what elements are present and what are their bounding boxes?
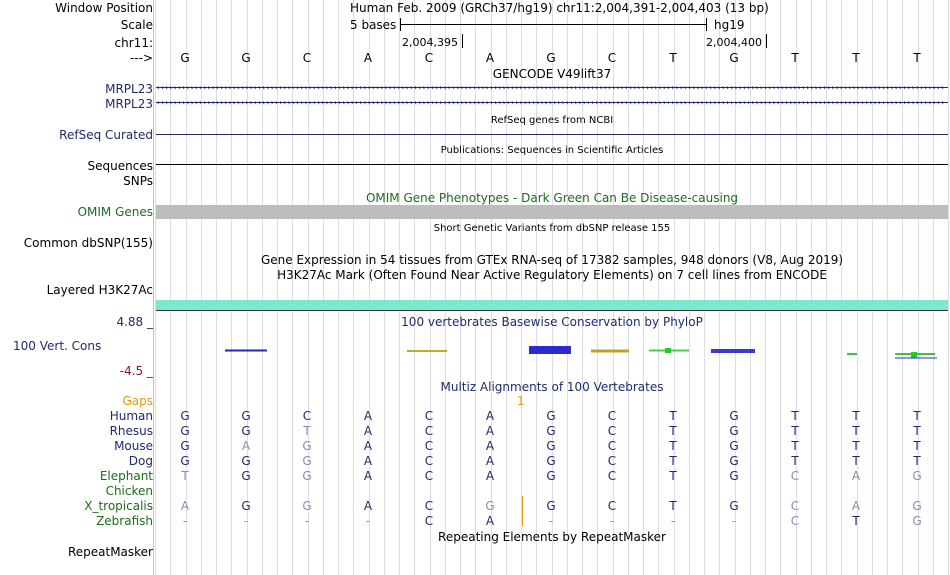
alignment-base: A [363, 439, 373, 453]
multiz-alignment[interactable] [0, 409, 950, 529]
alignment-base: G [546, 454, 556, 468]
reference-base: C [424, 51, 434, 65]
gtex-title[interactable]: Gene Expression in 54 tissues from GTEx RNA-seq of 17382 samples, 948 donors (V8, Aug 2019) [260, 253, 844, 267]
repeat-title[interactable]: Repeating Elements by RepeatMasker [438, 530, 666, 544]
species-label[interactable]: Dog [128, 454, 153, 468]
alignment-base: - [243, 514, 249, 528]
alignment-base: C [424, 424, 434, 438]
alignment-base: T [669, 424, 677, 438]
alignment-base: - [365, 514, 371, 528]
conservation-marks [225, 346, 937, 358]
alignment-base: G [302, 439, 312, 453]
species-label[interactable]: Zebrafish [96, 514, 153, 528]
alignment-base: - [304, 514, 310, 528]
alignment-base: A [363, 469, 373, 483]
alignment-base: T [669, 454, 677, 468]
alignment-base: C [424, 409, 434, 423]
alignment-base: T [791, 454, 799, 468]
window-position-label: Window Position [55, 1, 153, 15]
omim-title[interactable]: OMIM Gene Phenotypes - Dark Green Can Be Disease-causing [365, 191, 739, 205]
publications-title[interactable]: Publications: Sequences in Scientific Articles [440, 145, 664, 156]
alignment-base: G [241, 424, 251, 438]
reference-base: G [241, 51, 251, 65]
position-left-tick [462, 34, 463, 48]
reference-base: A [363, 51, 373, 65]
alignment-base: G [729, 439, 739, 453]
alignment-base: C [424, 454, 434, 468]
alignment-base: - [609, 514, 615, 528]
alignment-base: G [302, 469, 312, 483]
scale-bar-right-tick [706, 18, 707, 31]
repeat-label[interactable]: RepeatMasker [67, 545, 153, 559]
species-label[interactable]: X_tropicalis [84, 499, 153, 513]
alignment-base: G [241, 409, 251, 423]
alignment-base: G [241, 454, 251, 468]
scale-assembly: hg19 [714, 18, 745, 32]
alignment-base: G [180, 409, 190, 423]
omim-bar[interactable] [156, 205, 948, 219]
species-label[interactable]: Chicken [105, 484, 153, 498]
gencode-gene-line-2 [156, 102, 948, 103]
reference-base: T [791, 51, 799, 65]
scale-label: Scale [120, 18, 153, 32]
alignment-base: T [669, 499, 677, 513]
alignment-base: T [913, 454, 921, 468]
phylop-min: -4.5 _ [119, 364, 153, 378]
alignment-base: T [791, 409, 799, 423]
alignment-base: A [485, 454, 495, 468]
alignment-base: A [485, 514, 495, 528]
h3k27-signal-bar[interactable] [156, 300, 948, 310]
reference-base: T [913, 51, 921, 65]
alignment-base: C [607, 469, 617, 483]
sequences-line[interactable] [156, 164, 948, 165]
h3k27-label[interactable]: Layered H3K27Ac [46, 283, 153, 297]
alignment-base: C [790, 469, 800, 483]
snps-label[interactable]: SNPs [123, 174, 153, 188]
alignment-base: T [852, 454, 860, 468]
base-sequence-row [0, 51, 950, 65]
alignment-base: G [729, 469, 739, 483]
alignment-base: T [913, 424, 921, 438]
alignment-base: C [607, 454, 617, 468]
gap-marker-1 [522, 496, 523, 526]
alignment-base: T [791, 424, 799, 438]
alignment-base: A [363, 409, 373, 423]
alignment-base: T [303, 424, 311, 438]
alignment-base: - [731, 514, 737, 528]
alignment-base: T [669, 469, 677, 483]
gencode-gene-line-1 [156, 87, 948, 88]
alignment-base: G [912, 514, 922, 528]
gencode-title[interactable]: GENCODE V49lift37 [492, 67, 612, 81]
gaps-label[interactable]: Gaps [122, 394, 153, 408]
scale-text: 5 bases [350, 18, 397, 32]
alignment-base: T [913, 409, 921, 423]
position-right-tick [766, 34, 767, 48]
alignment-base: T [913, 439, 921, 453]
alignment-base: C [607, 499, 617, 513]
alignment-base: G [241, 469, 251, 483]
alignment-base: T [669, 409, 677, 423]
omim-label[interactable]: OMIM Genes [77, 205, 153, 219]
alignment-base: T [669, 439, 677, 453]
alignment-base: T [791, 439, 799, 453]
alignment-base: A [180, 499, 190, 513]
reference-base: G [729, 51, 739, 65]
alignment-base: A [363, 424, 373, 438]
alignment-base: C [424, 439, 434, 453]
reference-base: G [180, 51, 190, 65]
reference-base: A [485, 51, 495, 65]
h3k27-title[interactable]: H3K27Ac Mark (Often Found Near Active Regulatory Elements) on 7 cell lines from ENCODE [277, 268, 827, 282]
alignment-base: G [912, 499, 922, 513]
alignment-base: A [851, 499, 861, 513]
alignment-base: G [241, 499, 251, 513]
alignment-base: - [548, 514, 554, 528]
scale-bar-left-tick [400, 18, 401, 31]
alignment-base: G [912, 469, 922, 483]
alignment-base: C [607, 409, 617, 423]
alignment-base: A [485, 439, 495, 453]
phylop-title[interactable]: 100 vertebrates Basewise Conservation by PhyloP [401, 315, 703, 329]
alignment-base: G [302, 499, 312, 513]
multiz-title[interactable]: Multiz Alignments of 100 Vertebrates [440, 380, 664, 394]
strand-label: ---> [129, 51, 153, 65]
alignment-base: G [546, 424, 556, 438]
alignment-base: G [729, 424, 739, 438]
species-label[interactable]: Rhesus [109, 424, 153, 438]
cons-label[interactable]: 100 Vert. Cons [13, 339, 102, 353]
species-label[interactable]: Elephant [99, 469, 153, 483]
alignment-base: T [852, 514, 860, 528]
alignment-base: A [363, 454, 373, 468]
alignment-base: G [729, 409, 739, 423]
refseq-title[interactable]: RefSeq genes from NCBI [490, 115, 614, 126]
alignment-base: G [546, 499, 556, 513]
gencode-gene-label-2[interactable]: MRPL23 [105, 97, 153, 111]
reference-base: T [669, 51, 677, 65]
position-right: 2,004,400 [706, 36, 762, 49]
alignment-base: G [546, 469, 556, 483]
alignment-base: G [485, 499, 495, 513]
alignment-base: - [670, 514, 676, 528]
alignment-base: G [302, 454, 312, 468]
alignment-base: A [485, 409, 495, 423]
alignment-base: C [790, 499, 800, 513]
alignment-base: C [607, 424, 617, 438]
alignment-base: C [790, 514, 800, 528]
alignment-base: - [182, 514, 188, 528]
window-position-value: Human Feb. 2009 (GRCh37/hg19) chr11:2,004,391-2,004,403 (13 bp) [350, 1, 769, 15]
alignment-base: C [302, 409, 312, 423]
reference-base: C [607, 51, 617, 65]
reference-base: G [546, 51, 556, 65]
phylop-max: 4.88 _ [116, 315, 153, 329]
alignment-base: T [181, 469, 189, 483]
conservation-logo[interactable] [155, 336, 950, 366]
alignment-base: A [851, 469, 861, 483]
alignment-base: T [852, 424, 860, 438]
refseq-line[interactable] [156, 134, 948, 135]
gaps-value: 1 [517, 394, 525, 408]
scale-bar [400, 24, 706, 25]
alignment-base: G [180, 454, 190, 468]
species-label[interactable]: Mouse [114, 439, 153, 453]
alignment-base: G [546, 409, 556, 423]
reference-base: T [852, 51, 860, 65]
alignment-base: G [729, 499, 739, 513]
sequences-label[interactable]: Sequences [87, 159, 153, 173]
alignment-base: A [241, 439, 251, 453]
species-label[interactable]: Human [109, 409, 153, 423]
gencode-gene-label-1[interactable]: MRPL23 [105, 82, 153, 96]
position-left: 2,004,395 [402, 36, 458, 49]
alignment-base: C [607, 439, 617, 453]
alignment-base: G [546, 439, 556, 453]
alignment-base: G [180, 424, 190, 438]
alignment-base: G [180, 439, 190, 453]
dbsnp-title[interactable]: Short Genetic Variants from dbSNP release 155 [433, 223, 671, 234]
h3k27-baseline [156, 310, 948, 311]
alignment-base: A [485, 424, 495, 438]
alignment-base: T [852, 439, 860, 453]
alignment-base: C [424, 499, 434, 513]
alignment-base: A [363, 499, 373, 513]
alignment-base: C [424, 514, 434, 528]
alignment-base: T [852, 409, 860, 423]
chrom-label: chr11: [114, 36, 153, 50]
alignment-base: G [729, 454, 739, 468]
alignment-base: A [485, 469, 495, 483]
refseq-label[interactable]: RefSeq Curated [59, 128, 153, 142]
alignment-base: C [424, 469, 434, 483]
dbsnp-label[interactable]: Common dbSNP(155) [23, 236, 153, 250]
reference-base: C [302, 51, 312, 65]
